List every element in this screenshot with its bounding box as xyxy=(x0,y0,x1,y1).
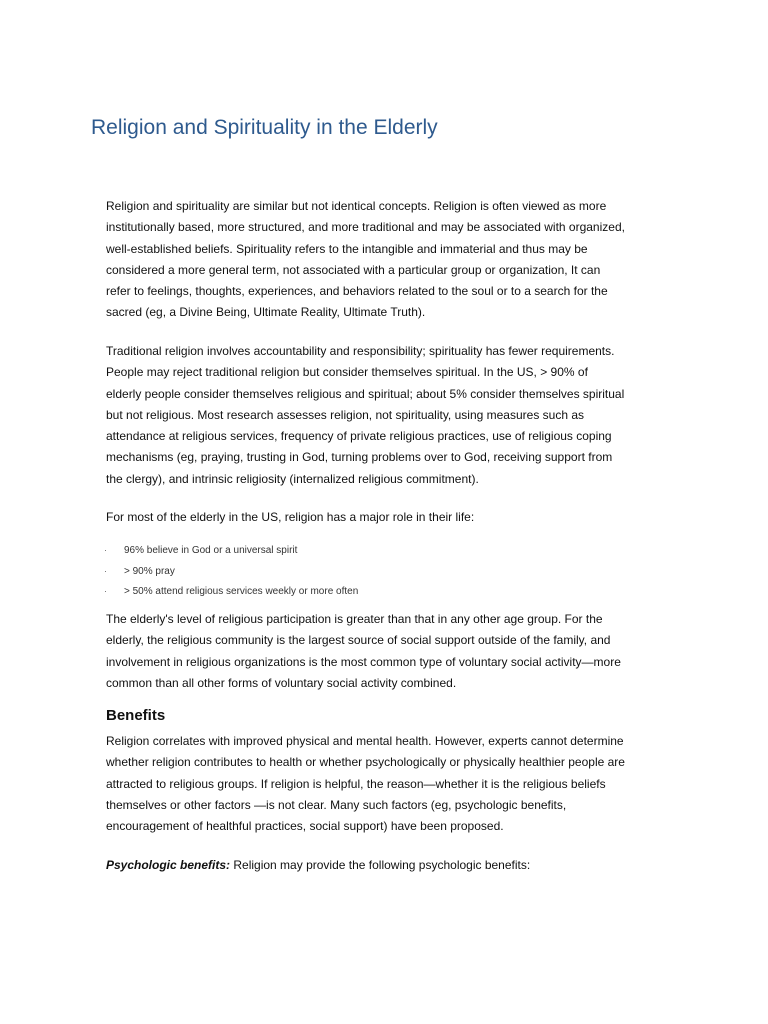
traditional-religion-paragraph: Traditional religion involves accountability and responsibility; spirituality has fewer requirements. People may reject traditional religion but consider themselves spiritual. In the US, > 90% of elderly people consider themselves religious and spiritual; about 5% consider themselves spiritual but not religious. Most research assesses religion, not spirituality, using measures such as attendance at religious services, frequency of private religious practices, use of religious coping mechanisms (eg, praying, trusting in God, turning problems over to God, receiving support from the clergy), and intrinsic religiosity (internalized religious commitment). xyxy=(106,344,625,486)
role-in-life-paragraph: For most of the elderly in the US, religion has a major role in their life: xyxy=(106,510,475,524)
document-title: Religion and Spirituality in the Elderly xyxy=(91,116,438,139)
psychologic-benefits-label: Psychologic benefits: xyxy=(106,858,231,872)
benefits-paragraph: Religion correlates with improved physical and mental health. However, experts cannot determine whether religion contributes to health or whether psychologically or physically healthier people are attracted to religious groups. If religion is helpful, the reason—whether it is the religious beliefs themselves or other factors —is not clear. Many such factors (eg, psychologic benefits, encouragement of healthful practices, social support) have been proposed. xyxy=(106,734,625,834)
participation-paragraph: The elderly's level of religious participation is greater than that in any other age group. For the elderly, the religious community is the largest source of social support outside of the family, and involvement in religious organizations is the most common type of voluntary social activity—more common than all other forms of voluntary social activity combined. xyxy=(106,612,621,690)
psychologic-benefits-paragraph xyxy=(106,855,626,876)
bullet-marker: · xyxy=(104,586,107,596)
list-item-text: 96% believe in God or a universal spirit xyxy=(124,545,298,556)
intro-paragraph: Religion and spirituality are similar but not identical concepts. Religion is often viewed as more institutionally based, more structured, and more traditional and may be associated with organized, well-established beliefs. Spirituality refers to the intangible and immaterial and thus may be considered a more general term, not associated with a particular group or organization, It can refer to feelings, thoughts, experiences, and behaviors related to the soul or to a search for the sacred (eg, a Divine Being, Ultimate Reality, Ultimate Truth). xyxy=(106,199,625,320)
bullet-marker: · xyxy=(104,545,107,555)
psychologic-benefits-text: Religion may provide the following psychologic benefits: xyxy=(230,858,531,872)
bullet-marker: · xyxy=(104,565,107,576)
list-item-text: > 50% attend religious services weekly or more often xyxy=(124,586,359,597)
list-item-text: > 90% pray xyxy=(124,565,175,577)
section-heading-benefits: Benefits xyxy=(106,707,166,724)
